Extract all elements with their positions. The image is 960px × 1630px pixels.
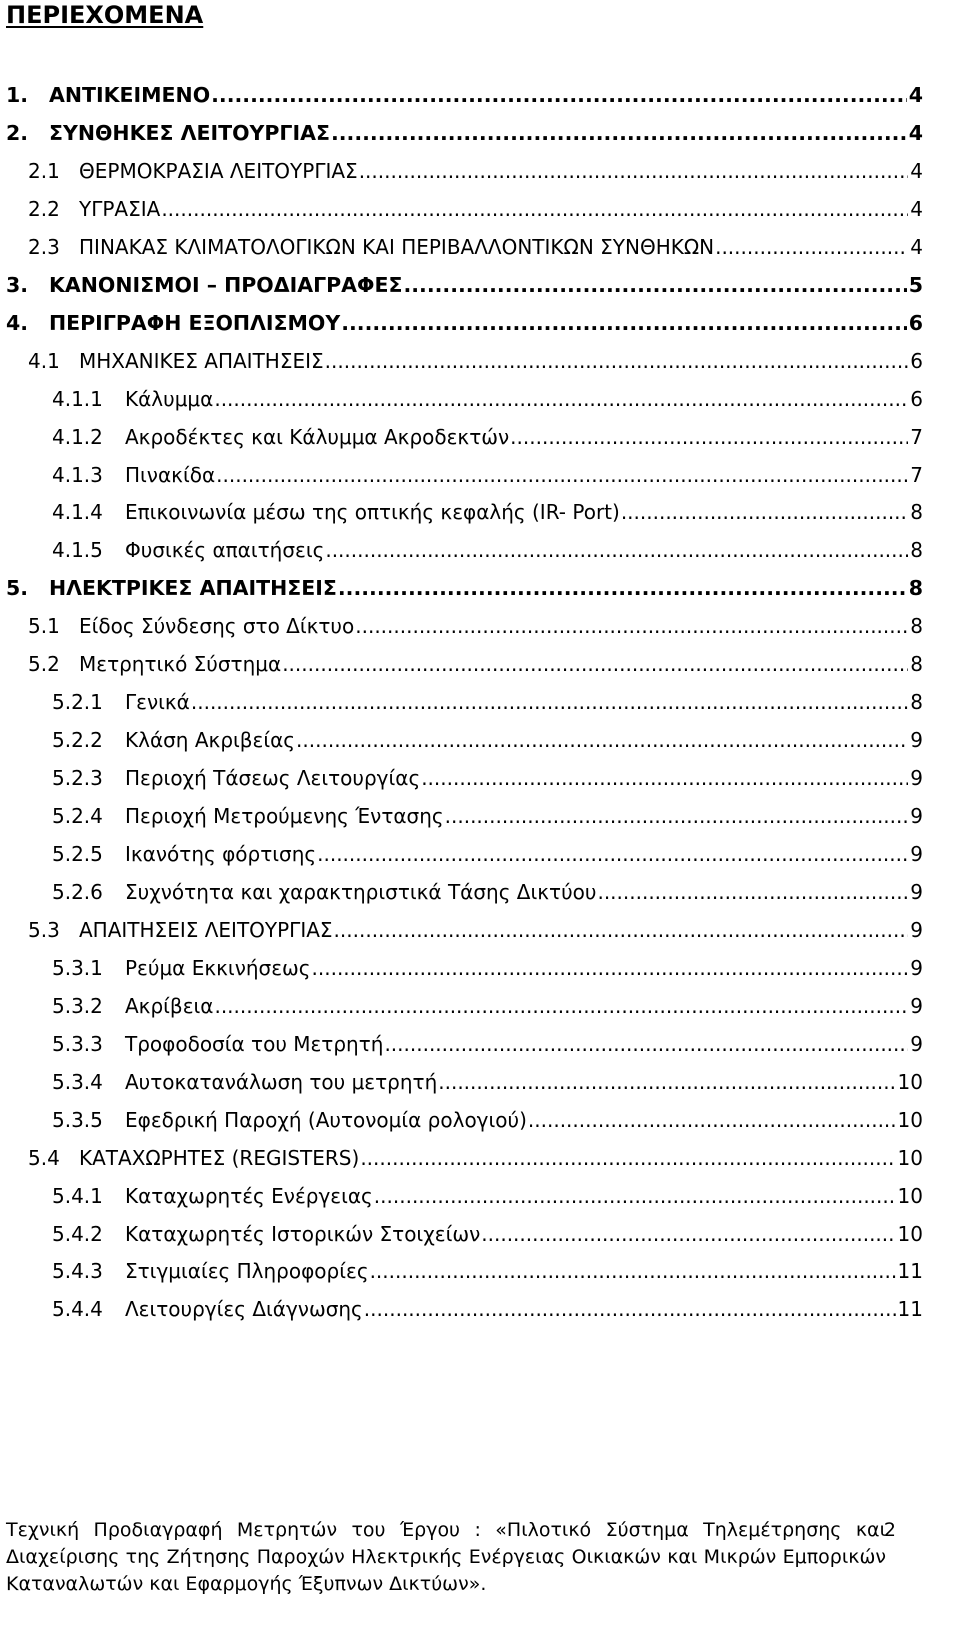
toc-dot-leader bbox=[161, 190, 908, 228]
toc-entry[interactable] bbox=[52, 1025, 923, 1063]
toc-entry-page: 8 bbox=[910, 500, 923, 524]
toc-entry-number: 4. bbox=[6, 311, 29, 335]
toc-entry-page: 6 bbox=[908, 311, 923, 335]
toc-dot-leader bbox=[370, 1252, 896, 1290]
toc-entry-title: Εφεδρική Παροχή (Αυτονομία ρολογιού) bbox=[125, 1108, 527, 1132]
toc-entry-page: 10 bbox=[897, 1184, 923, 1208]
toc-entry-page: 7 bbox=[910, 463, 923, 487]
toc-entry-number: 4.1 bbox=[28, 349, 60, 373]
toc-entry-number: 5.3.5 bbox=[52, 1108, 103, 1132]
toc-entry-title: ΑΠΑΙΤΗΣΕΙΣ ΛΕΙΤΟΥΡΓΙΑΣ bbox=[79, 918, 333, 942]
toc-entry-page: 6 bbox=[910, 387, 923, 411]
toc-entry-number: 2.3 bbox=[28, 235, 60, 259]
toc-entry-title: Είδος Σύνδεσης στο Δίκτυο bbox=[79, 614, 355, 638]
toc-entry-title: Περιοχή Μετρούμενης Έντασης bbox=[125, 804, 444, 828]
toc-entry-title: Συχνότητα και χαρακτηριστικά Τάσης Δικτύου bbox=[125, 880, 597, 904]
toc-dot-leader bbox=[481, 1215, 895, 1253]
page-footer bbox=[6, 1517, 926, 1598]
toc-entry[interactable] bbox=[6, 114, 923, 152]
toc-entry-number: 5.3 bbox=[28, 918, 60, 942]
toc-entry[interactable] bbox=[28, 152, 923, 190]
toc-entry-title: Λειτουργίες Διάγνωσης bbox=[125, 1297, 363, 1321]
toc-dot-leader bbox=[715, 228, 908, 266]
toc-entry-page: 4 bbox=[910, 159, 923, 183]
toc-entry[interactable] bbox=[52, 1252, 923, 1290]
toc-entry-number: 5.3.2 bbox=[52, 994, 103, 1018]
toc-heading: ΠΕΡΙΕΧΟΜΕΝΑ bbox=[6, 1, 204, 29]
toc-entry-page: 9 bbox=[910, 880, 923, 904]
toc-entry-title: Στιγμιαίες Πληροφορίες bbox=[125, 1259, 369, 1283]
toc-dot-leader bbox=[384, 1025, 908, 1063]
toc-dot-leader bbox=[597, 873, 908, 911]
toc-entry[interactable] bbox=[52, 1215, 923, 1253]
toc-entry-page: 5 bbox=[908, 273, 923, 297]
toc-entry[interactable] bbox=[52, 1063, 923, 1101]
toc-dot-leader bbox=[359, 152, 909, 190]
toc-dot-leader bbox=[317, 835, 908, 873]
toc-entry-title: Φυσικές απαιτήσεις bbox=[125, 538, 325, 562]
toc-entry-title: ΠΙΝΑΚΑΣ ΚΛΙΜΑΤΟΛΟΓΙΚΩΝ ΚΑΙ ΠΕΡΙΒΑΛΛΟΝΤΙΚΩΝ ΣΥΝΘΗΚΩΝ bbox=[79, 235, 715, 259]
toc-entry-number: 5. bbox=[6, 576, 29, 600]
toc-entry-number: 5.3.3 bbox=[52, 1032, 103, 1056]
toc-entry-number: 5.3.4 bbox=[52, 1070, 103, 1094]
toc-entry-number: 5.2 bbox=[28, 652, 60, 676]
toc-entry-page: 9 bbox=[910, 956, 923, 980]
toc-dot-leader bbox=[334, 911, 909, 949]
toc-entry[interactable] bbox=[52, 873, 923, 911]
toc-entry-number: 1. bbox=[6, 83, 29, 107]
toc-dot-leader bbox=[325, 531, 908, 569]
toc-dot-leader bbox=[325, 342, 909, 380]
toc-entry-page: 9 bbox=[910, 918, 923, 942]
toc-entry[interactable] bbox=[52, 418, 923, 456]
toc-entry-number: 5.2.1 bbox=[52, 690, 103, 714]
toc-dot-leader bbox=[621, 493, 908, 531]
toc-entry-title: Κλάση Ακριβείας bbox=[125, 728, 296, 752]
toc-entry-title: ΠΕΡΙΓΡΑΦΗ ΕΞΟΠΛΙΣΜΟΥ bbox=[49, 311, 341, 335]
toc-entry[interactable] bbox=[28, 228, 923, 266]
toc-entry-number: 4.1.1 bbox=[52, 387, 103, 411]
toc-entry-page: 8 bbox=[910, 690, 923, 714]
toc-entry-page: 9 bbox=[910, 1032, 923, 1056]
toc-entry-title: Ρεύμα Εκκινήσεως bbox=[125, 956, 311, 980]
toc-entry-number: 4.1.5 bbox=[52, 538, 103, 562]
toc-dot-leader bbox=[364, 1290, 896, 1328]
toc-entry[interactable] bbox=[52, 456, 923, 494]
toc-dot-leader bbox=[421, 759, 908, 797]
toc-entry-title: ΑΝΤΙΚΕΙΜΕΝΟ bbox=[49, 83, 211, 107]
toc-dot-leader bbox=[341, 304, 907, 342]
toc-entry-title: ΚΑΤΑΧΩΡΗΤΕΣ (REGISTERS) bbox=[79, 1146, 360, 1170]
toc-entry-page: 9 bbox=[910, 766, 923, 790]
toc-entry-number: 5.3.1 bbox=[52, 956, 103, 980]
toc-entry-title: Μετρητικό Σύστημα bbox=[79, 652, 282, 676]
toc-entry[interactable] bbox=[52, 797, 923, 835]
toc-dot-leader bbox=[216, 456, 908, 494]
toc-entry-page: 10 bbox=[897, 1070, 923, 1094]
toc-entry-number: 5.2.2 bbox=[52, 728, 103, 752]
toc-entry-title: Επικοινωνία μέσω της οπτικής κεφαλής (IR- Port) bbox=[125, 500, 620, 524]
toc-entry-page: 10 bbox=[897, 1108, 923, 1132]
toc-entry[interactable] bbox=[52, 987, 923, 1025]
toc-entry[interactable] bbox=[52, 493, 923, 531]
toc-entry-title: ΣΥΝΘΗΚΕΣ ΛΕΙΤΟΥΡΓΙΑΣ bbox=[49, 121, 330, 145]
toc-entry[interactable] bbox=[52, 721, 923, 759]
toc-entry-number: 4.1.2 bbox=[52, 425, 103, 449]
toc-entry-number: 3. bbox=[6, 273, 29, 297]
toc-entry-page: 4 bbox=[908, 83, 923, 107]
page-number: 2 bbox=[883, 1519, 896, 1541]
toc-entry[interactable] bbox=[52, 1177, 923, 1215]
toc-entry[interactable] bbox=[28, 645, 923, 683]
toc-entry-page: 4 bbox=[910, 235, 923, 259]
toc-entry[interactable] bbox=[52, 683, 923, 721]
toc-dot-leader bbox=[282, 645, 908, 683]
toc-entry-page: 10 bbox=[897, 1146, 923, 1170]
toc-dot-leader bbox=[355, 607, 908, 645]
toc-entry-number: 5.2.6 bbox=[52, 880, 103, 904]
toc-entry-number: 5.4 bbox=[28, 1146, 60, 1170]
toc-dot-leader bbox=[510, 418, 908, 456]
toc-dot-leader bbox=[445, 797, 909, 835]
toc-entry-page: 9 bbox=[910, 994, 923, 1018]
toc-entry[interactable] bbox=[52, 380, 923, 418]
toc-entry-page: 8 bbox=[910, 614, 923, 638]
toc-entry-number: 5.2.5 bbox=[52, 842, 103, 866]
toc-entry[interactable] bbox=[52, 949, 923, 987]
toc-entry[interactable] bbox=[28, 911, 923, 949]
toc-entry-page: 9 bbox=[910, 804, 923, 828]
toc-entry-number: 5.4.1 bbox=[52, 1184, 103, 1208]
toc-entry-number: 2.2 bbox=[28, 197, 60, 221]
toc-entry[interactable] bbox=[6, 76, 923, 114]
toc-entry-title: Καταχωρητές Ενέργειας bbox=[125, 1184, 373, 1208]
toc-entry-title: Ακρίβεια bbox=[125, 994, 214, 1018]
toc-entry-title: Τροφοδοσία του Μετρητή bbox=[125, 1032, 384, 1056]
toc-entry[interactable] bbox=[52, 1101, 923, 1139]
toc-dot-leader bbox=[374, 1177, 896, 1215]
toc-entry[interactable] bbox=[52, 835, 923, 873]
toc-entry-page: 4 bbox=[908, 121, 923, 145]
toc-entry-title: Κάλυμμα bbox=[125, 387, 214, 411]
toc-entry-number: 5.1 bbox=[28, 614, 60, 638]
toc-entry[interactable] bbox=[52, 759, 923, 797]
toc-entry-page: 9 bbox=[910, 728, 923, 752]
toc-dot-leader bbox=[214, 380, 908, 418]
toc-entry-number: 5.4.2 bbox=[52, 1222, 103, 1246]
toc-entry-title: Αυτοκατανάλωση του μετρητή bbox=[125, 1070, 438, 1094]
toc-entry[interactable] bbox=[28, 342, 923, 380]
toc-entry-page: 11 bbox=[897, 1259, 923, 1283]
toc-entry[interactable] bbox=[52, 531, 923, 569]
toc-entry[interactable] bbox=[6, 569, 923, 607]
toc-entry-number: 5.4.3 bbox=[52, 1259, 103, 1283]
toc-dot-leader bbox=[312, 949, 909, 987]
toc-entry[interactable] bbox=[6, 266, 923, 304]
toc-entry-number: 2. bbox=[6, 121, 29, 145]
toc-entry[interactable] bbox=[52, 1290, 923, 1328]
toc-entry[interactable] bbox=[6, 304, 923, 342]
toc-entry-page: 4 bbox=[910, 197, 923, 221]
toc-entry[interactable] bbox=[28, 1139, 923, 1177]
toc-entry-number: 4.1.4 bbox=[52, 500, 103, 524]
toc-entry-number: 5.2.4 bbox=[52, 804, 103, 828]
toc-entry-number: 2.1 bbox=[28, 159, 60, 183]
toc-entry-page: 8 bbox=[910, 652, 923, 676]
toc-entry-title: ΚΑΝΟΝΙΣΜΟΙ – ΠΡΟΔΙΑΓΡΑΦΕΣ bbox=[49, 273, 403, 297]
toc-dot-leader bbox=[360, 1139, 895, 1177]
footer-text: Τεχνική Προδιαγραφή Μετρητών του Έργου : «Πιλοτικό Σύστημα Τηλεμέτρησης και Διαχείρισης της Ζήτησης Παροχών Ηλεκτρικής Ενέργειας Οικιακών και Μικρών Εμπορικών Καταναλωτών και Εφαρμογής Έξυπνων Δικτύων». bbox=[6, 1519, 886, 1595]
toc-entry-title: Ακροδέκτες και Κάλυμμα Ακροδεκτών bbox=[125, 425, 510, 449]
toc-entry-number: 5.4.4 bbox=[52, 1297, 103, 1321]
toc-entry-page: 7 bbox=[910, 425, 923, 449]
toc-dot-leader bbox=[296, 721, 908, 759]
toc-dot-leader bbox=[438, 1063, 895, 1101]
toc-entry-page: 8 bbox=[908, 576, 923, 600]
toc-entry-number: 5.2.3 bbox=[52, 766, 103, 790]
toc-entry-page: 8 bbox=[910, 538, 923, 562]
toc-dot-leader bbox=[403, 266, 906, 304]
toc-dot-leader bbox=[338, 569, 907, 607]
toc-entry-title: Καταχωρητές Ιστορικών Στοιχείων bbox=[125, 1222, 481, 1246]
toc-entry-page: 9 bbox=[910, 842, 923, 866]
toc-entry-title: ΗΛΕΚΤΡΙΚΕΣ ΑΠΑΙΤΗΣΕΙΣ bbox=[49, 576, 337, 600]
toc-entry-page: 11 bbox=[897, 1297, 923, 1321]
toc-entry[interactable] bbox=[28, 190, 923, 228]
toc-entry-title: ΘΕΡΜΟΚΡΑΣΙΑ ΛΕΙΤΟΥΡΓΙΑΣ bbox=[79, 159, 358, 183]
toc-entry-title: Περιοχή Τάσεως Λειτουργίας bbox=[125, 766, 421, 790]
toc-entry-number: 4.1.3 bbox=[52, 463, 103, 487]
toc-entry-title: Ικανότης φόρτισης bbox=[125, 842, 317, 866]
toc-entry-title: ΥΓΡΑΣΙΑ bbox=[79, 197, 161, 221]
toc-dot-leader bbox=[211, 76, 907, 114]
toc-dot-leader bbox=[191, 683, 908, 721]
toc-dot-leader bbox=[214, 987, 908, 1025]
toc-entry-title: ΜΗΧΑΝΙΚΕΣ ΑΠΑΙΤΗΣΕΙΣ bbox=[79, 349, 324, 373]
toc-entry-title: Γενικά bbox=[125, 690, 190, 714]
toc-entry-title: Πινακίδα bbox=[125, 463, 216, 487]
toc-entry-page: 10 bbox=[897, 1222, 923, 1246]
toc-dot-leader bbox=[528, 1101, 896, 1139]
toc-entry[interactable] bbox=[28, 607, 923, 645]
toc-entry-page: 6 bbox=[910, 349, 923, 373]
toc-dot-leader bbox=[331, 114, 907, 152]
